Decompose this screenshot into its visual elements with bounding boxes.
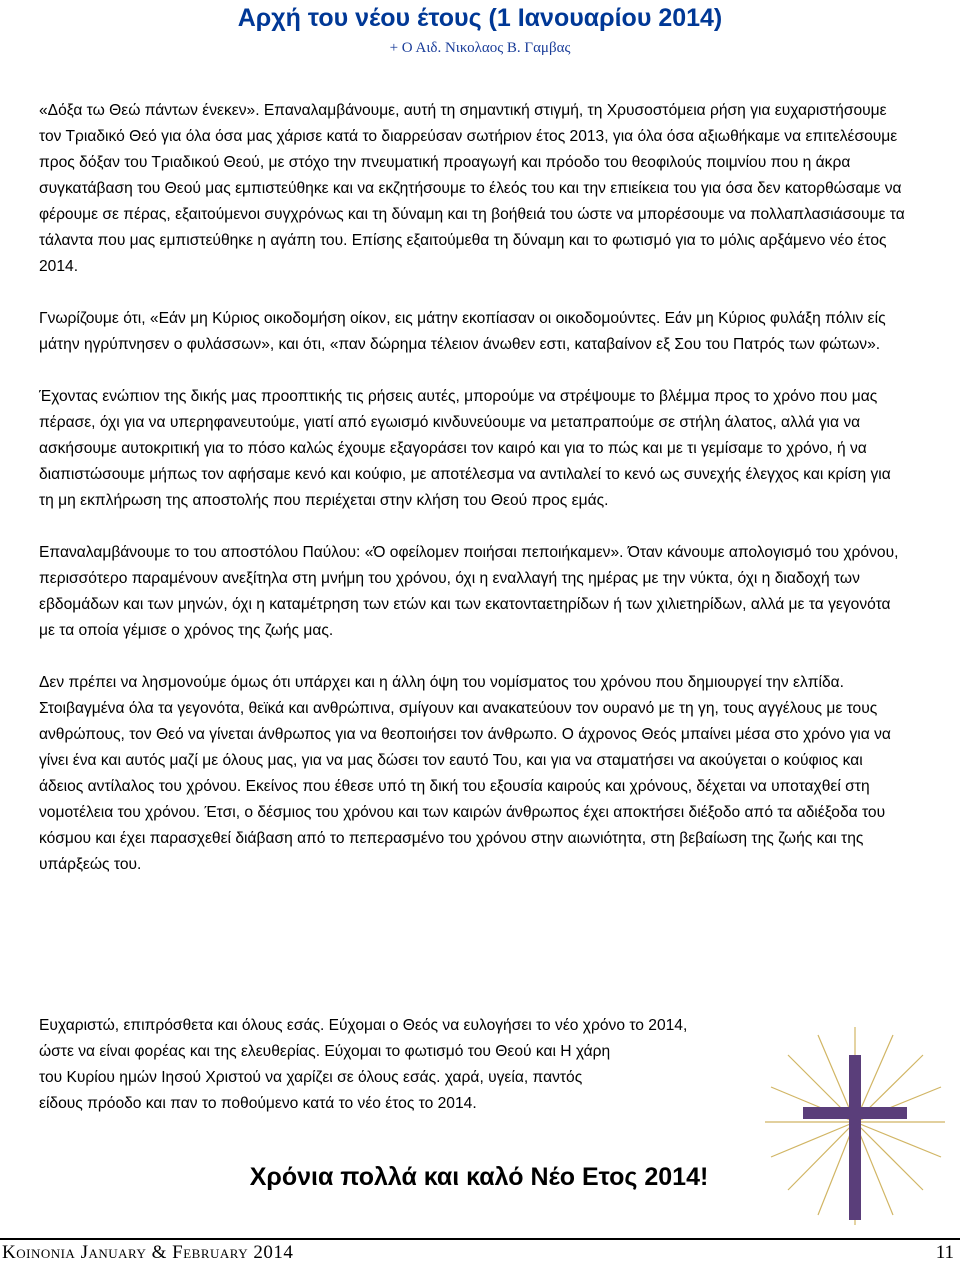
closing-line: ώστε να είναι φορέας και της ελευθερίας. Εύχομαι το φωτισμό του Θεού και Η χάρη <box>39 1043 611 1060</box>
paragraph: Δεν πρέπει να λησμονούμε όμως ότι υπάρχει και η άλλη όψη του νομίσματος του χρόνου που δημιουργεί την ελπίδα. Στοιβαγμένα όλα τα γεγονότα, θεϊκά και ανθρώπινα, σμίγουν και ανακατεύουν τον ουρανό με τη γη, τους αγγέλους με τους ανθρώπους, τον Θεό να γίνεται άνθρωπος για να θεοποιήσει τον άνθρωπο. Ο άχρονος Θεός μπαίνει μέσα στο χρόνο για να γίνει ένα και αυτός μαζί με όλους μας, για να μας δώσει τον εαυτό Του, και για να σταματήσει να ακούγεται ο κούφιος και άδειος αντίλαλος του χρόνου. Εκείνος που έθεσε υπό τη δική του εξουσία καιρούς και χρόνους, δέχεται να υποταχθεί στη νομοτέλεια του χρόνου. Έτσι, ο δέσμιος του χρόνου και των καιρών άνθρωπος έχει αποκτήσει διέξοδο από τα αδιέξοδα του κόσμου και έχει παρασχεθεί διάβαση από το πεπερασμένο του χρόνου στην αιωνιότητα, στη βεβαίωση της ζωής και της υπάρξεώς του. <box>39 674 891 873</box>
paragraph: Έχοντας ενώπιον της δικής μας προοπτικής τις ρήσεις αυτές, μπορούμε να στρέψουμε το βλέμμα προς το χρόνο που μας πέρασε, όχι για να υπερηφανευτούμε, γιατί από εγωισμό κινδυνεύουμε να μεταπραπούμε σε στήλη άλατος, αλλά για να ασκήσουμε αυτοκριτική για το πόσο καλώς έχουμε εξαγοράσει τον καιρό και για το πώς και με τι γεμίσαμε το χρόνο, ή να διαπιστώσουμε μήπως τον αφήσαμε κενό και κούφιο, με αποτέλεσμα να αντιλαλεί το κενό ως συνεχής έλεγχος και κρίση για τη μη εκπλήρωση της αποστολής που περιέχεται στην κλήση του Θεού προς εμάς. <box>39 388 891 509</box>
page-number: 11 <box>935 1242 954 1263</box>
paragraph: Επαναλαμβάνουμε το του αποστόλου Παύλου: «Ό οφείλομεν ποιήσαι πεποιήκαμεν». Όταν κάνουμε απολογισμό του χρόνου, περισσότερο παραμένουν ανεξίτηλα στη μνήμη του χρόνου, όχι η εναλλαγή της ημέρας με την νύκτα, όχι η διαδοχή των εβδομάδων και των μηνών, όχι η καταμέτρηση των ετών και των εκατονταετηρίδων ή των χιλιετηρίδων, αλλά με τα γεγονότα με τα οποία γέμισε ο χρόνος της ζωής μας. <box>39 544 899 639</box>
article-title: Αρχή του νέου έτους (1 Ιανουαρίου 2014) <box>237 4 723 32</box>
article-author: + Ο Αιδ. Νικολαος Β. Γαμβας <box>389 40 571 56</box>
cross-illustration <box>763 1025 948 1230</box>
radiant-cross-icon <box>763 1025 948 1230</box>
footer-publication: Koinonia January & February 2014 <box>2 1242 294 1263</box>
closing-line: του Κυρίου ημών Ιησού Χριστού να χαρίζει σε όλους εσάς. χαρά, υγεία, παντός <box>39 1069 583 1086</box>
new-year-greeting <box>0 1160 960 1194</box>
greeting-text: Χρόνια πολλά και καλό Νέο Ετος 2014! <box>249 1163 709 1191</box>
article-body <box>39 98 909 904</box>
closing-line: Ευχαριστώ, επιπρόσθετα και όλους εσάς. Εύχομαι ο Θεός να ευλογήσει το νέο χρόνο το 2014, <box>39 1017 688 1034</box>
footer-divider <box>0 1238 960 1240</box>
paragraph: Γνωρίζουμε ότι, «Εάν μη Κύριος οικοδομήση οίκον, εις μάτην εκοπίασαν οι οικοδομούντες. Εάν μη Κύριος φυλάξη πόλιν είς μάτην ηγρύπνησεν ο φυλάσσων», και ότι, «παν δώρημα τέλειον άνωθεν εστι, καταβαίνον εξ Σου του Πατρός των φώτων». <box>39 310 886 353</box>
paragraph: «Δόξα τω Θεώ πάντων ένεκεν». Επαναλαμβάνουμε, αυτή τη σημαντική στιγμή, τη Χρυσοστόμεια ρήση για ευχαριστήσουμε τον Τριαδικό Θεό για όλα όσα μας χάρισε κατά το διαρρεύσαν σωτήριον έτος 2013, για όλα όσα αξιωθήκαμε να επιτελέσουμε προς δόξαν του Τριαδικού Θεού, με στόχο την πνευματική προαγωγή και πρόοδο του θεοφιλούς ποιμνίου που η άκρα συγκατάβαση του Θεού μας εμπιστεύθηκε και να εκζητήσουμε το έλεός του και την επιείκεια του για όσα δεν κατορθώσαμε να φέρουμε σε πέρας, εξαιτούμενοι συγχρόνως και τη δύναμη και τη βοήθειά του ώστε να μπορέσουμε να πολλαπλασιάσουμε τα τάλαντα που μας εμπιστεύθηκε η αγάπη του. Επίσης εξαιτούμεθα τη δύναμη και το φωτισμό για το μόλις αρξάμενο νέο έτος 2014. <box>39 102 905 275</box>
closing-line: είδους πρόοδο και παν το ποθούμενο κατά το νέο έτος το 2014. <box>39 1095 477 1112</box>
